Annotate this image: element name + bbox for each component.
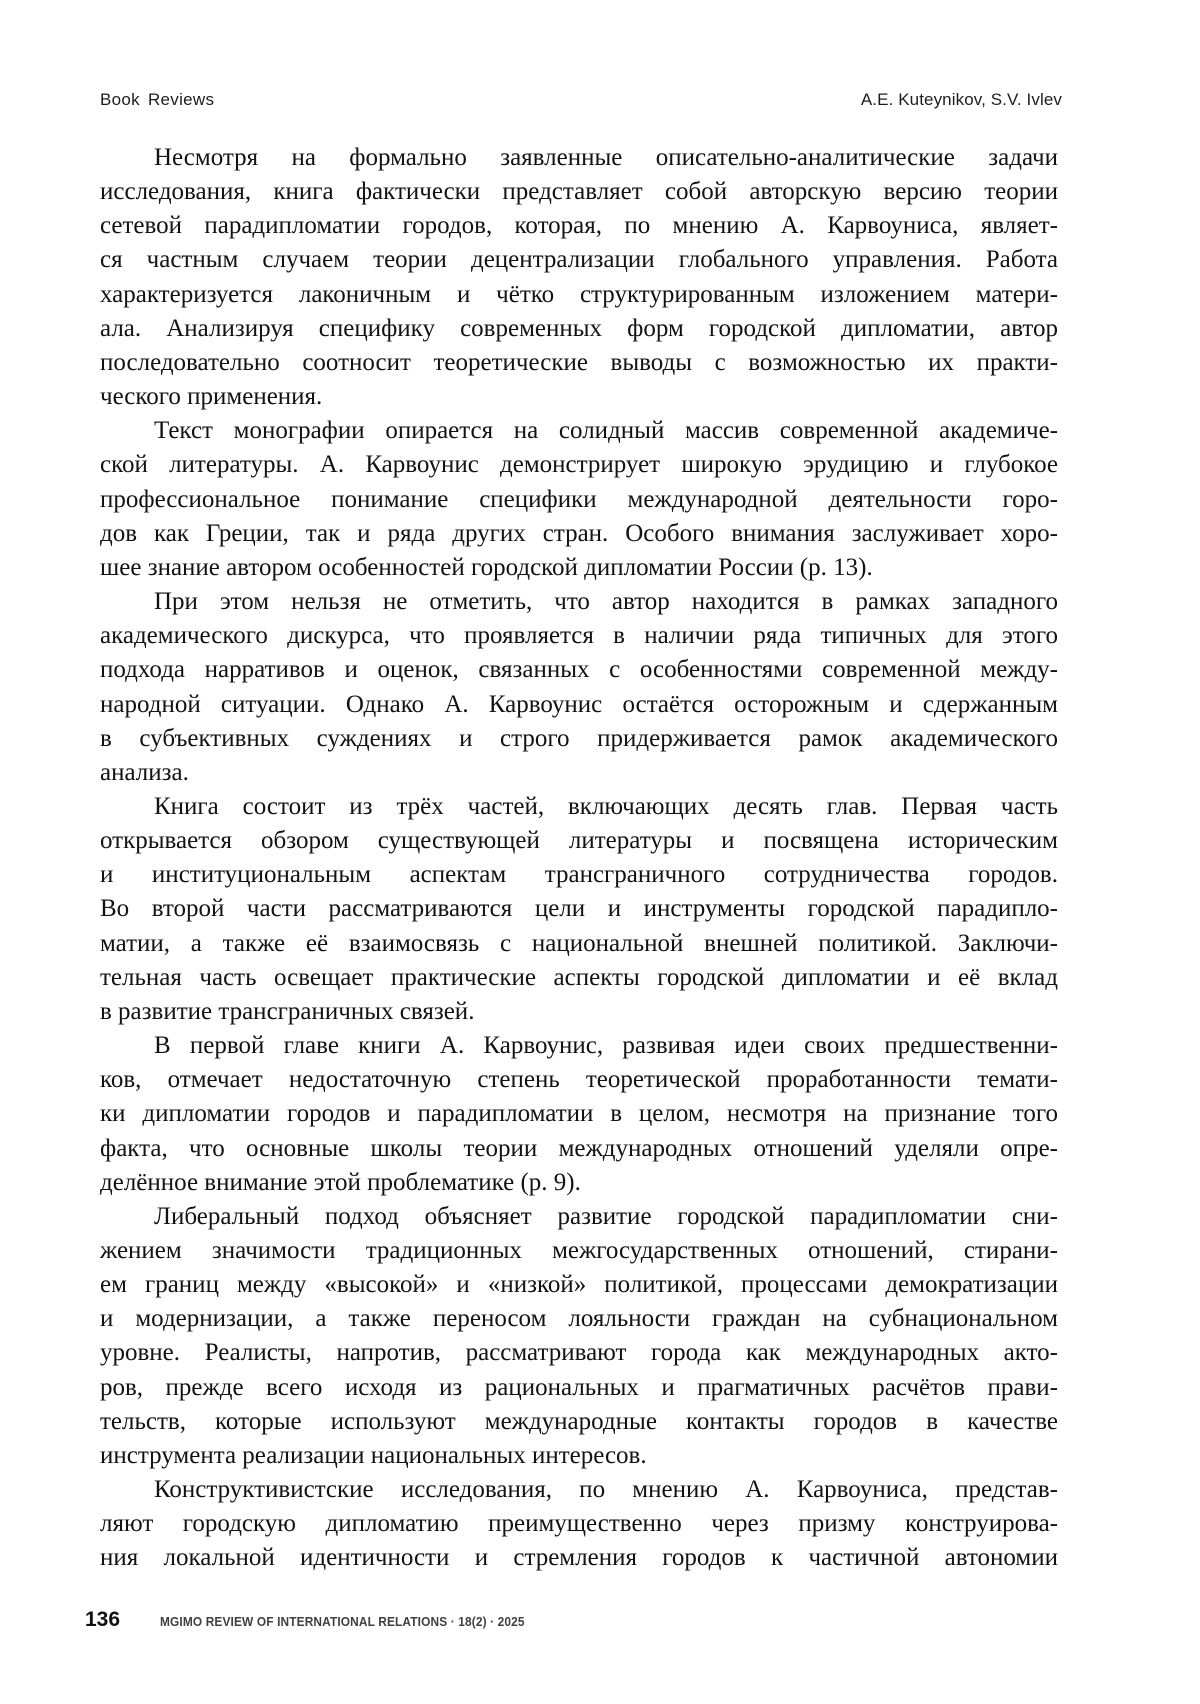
text-line: академического дискурса, что проявляется в наличии ряда типичных для этого [100, 622, 1058, 650]
text-line: Во второй части рассматриваются цели и инструменты городской парадипло- [100, 895, 1058, 923]
text-line: Текст монографии опирается на солидный массив современной академиче- [154, 417, 1058, 445]
text-line: При этом нельзя не отметить, что автор находится в рамках западного [154, 588, 1058, 616]
text-line: ляют городскую дипломатию преимущественно через призму конструирова- [100, 1510, 1058, 1538]
text-line: сетевой парадипломатии городов, которая, по мнению А. Карвоуниса, являет- [100, 212, 1058, 240]
text-line: ала. Анализируя специфику современных форм городской дипломатии, автор [100, 314, 1058, 342]
text-line: в субъективных суждениях и строго придерживается рамок академического [100, 724, 1058, 752]
paragraph [100, 141, 1058, 414]
paragraph [100, 1473, 1058, 1575]
text-line: ской литературы. А. Карвоунис демонстрирует широкую эрудицию и глубокое [100, 451, 1058, 479]
paragraph [100, 585, 1058, 790]
body-text [100, 141, 1058, 1576]
text-line: открывается обзором существующей литературы и посвящена историческим [100, 827, 1058, 855]
text-line: Несмотря на формально заявленные описательно-аналитические задачи [154, 144, 1058, 171]
text-line: ков, отмечает недостаточную степень теоретической проработанности темати- [100, 1066, 1058, 1094]
text-line: ния локальной идентичности и стремления городов к частичной автономии [100, 1544, 1058, 1572]
text-line: анализа. [100, 758, 189, 786]
paragraph [100, 790, 1058, 1029]
text-line: ем границ между «высокой» и «низкой» политикой, процессами демократизации [100, 1271, 1058, 1299]
text-line: дов как Греции, так и ряда других стран. Особого внимания заслуживает хоро- [100, 519, 1058, 547]
text-line: факта, что основные школы теории международных отношений уделяли опре- [100, 1134, 1058, 1162]
page-header [100, 90, 1062, 110]
paragraph [100, 414, 1058, 585]
text-line: ров, прежде всего исходя из рациональных и прагматичных расчётов прави- [100, 1373, 1058, 1401]
text-line: инструмента реализации национальных интересов. [100, 1441, 647, 1469]
text-line: делённое внимание этой проблематике (p. 9). [100, 1168, 581, 1196]
running-head-left: Book Reviews [100, 90, 215, 109]
text-line: и модернизации, а также переносом лояльности граждан на субнациональном [100, 1305, 1058, 1333]
text-line: профессиональное понимание специфики международной деятельности горо- [100, 485, 1058, 513]
text-line: Конструктивистские исследования, по мнению А. Карвоуниса, представ- [154, 1476, 1058, 1504]
text-line: подхода нарративов и оценок, связанных с особенностями современной между- [100, 656, 1058, 684]
paragraph [100, 1029, 1058, 1200]
text-line: последовательно соотносит теоретические выводы с возможностью их практи- [100, 348, 1058, 376]
text-line: матии, а также её взаимосвязь с национальной внешней политикой. Заключи- [100, 929, 1058, 957]
text-line: тельств, которые используют международные контакты городов в качестве [100, 1407, 1058, 1435]
text-line: ся частным случаем теории децентрализации глобального управления. Работа [100, 246, 1058, 274]
paragraph [100, 1200, 1058, 1473]
text-line: жением значимости традиционных межгосударственных отношений, стирани- [100, 1237, 1058, 1264]
text-line: ки дипломатии городов и парадипломатии в целом, несмотря на признание того [100, 1100, 1058, 1128]
page-footer [85, 1608, 544, 1632]
text-line: в развитие трансграничных связей. [100, 997, 475, 1025]
text-line: шее знание автором особенностей городской дипломатии России (p. 13). [100, 553, 873, 581]
text-line: исследования, книга фактически представляет собой авторскую версию теории [100, 178, 1058, 206]
text-line: уровне. Реалисты, напротив, рассматривают города как международных акто- [100, 1339, 1058, 1367]
text-line: и институциональным аспектам трансграничного сотрудничества городов. [100, 861, 1058, 889]
text-line: Книга состоит из трёх частей, включающих десять глав. Первая часть [154, 792, 1058, 820]
text-line: ческого применения. [100, 383, 323, 411]
text-line: народной ситуации. Однако А. Карвоунис остаётся осторожным и сдержанным [100, 690, 1058, 718]
text-line: тельная часть освещает практические аспекты городской дипломатии и её вклад [100, 963, 1058, 991]
journal-title-line: MGIMO REVIEW OF INTERNATIONAL RELATIONS · 18(2) · 2025 [160, 1615, 525, 1629]
text-line: Либеральный подход объясняет развитие городской парадипломатии сни- [154, 1202, 1058, 1230]
text-line: характеризуется лаконичным и чётко структурированным изложением матери- [100, 280, 1058, 308]
text-line: В первой главе книги А. Карвоунис, развивая идеи своих предшественни- [154, 1032, 1058, 1060]
page-number: 136 [85, 1608, 121, 1631]
running-head-right: A.E. Kuteynikov, S.V. Ivlev [860, 90, 1062, 109]
